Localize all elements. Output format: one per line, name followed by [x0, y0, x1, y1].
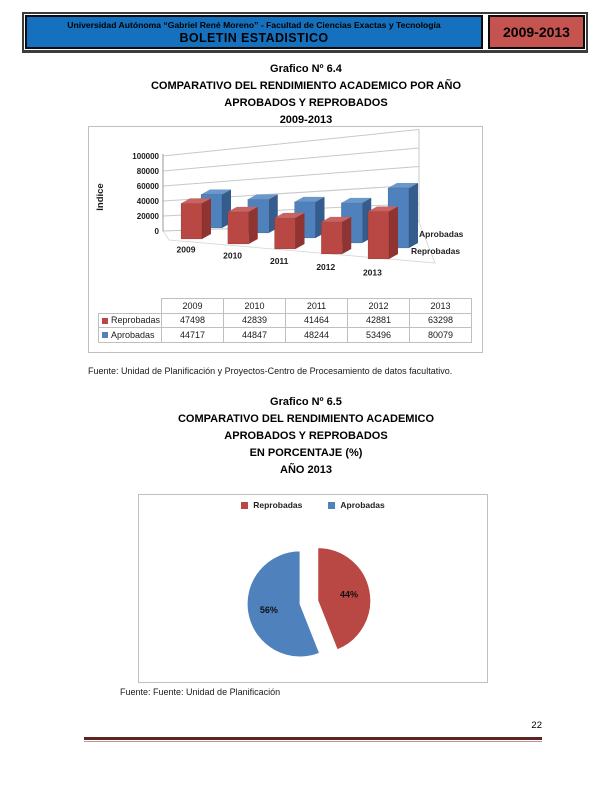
- legend-item-aprobadas: Aprobadas: [328, 500, 384, 510]
- y-tick-label: 60000: [136, 181, 159, 191]
- x-category-label: 2013: [362, 267, 382, 278]
- reprobadas-swatch-icon: [102, 318, 108, 324]
- bar-side-face: [202, 198, 211, 239]
- y-tick-label: 80000: [136, 166, 159, 176]
- footer-rule-light: [84, 741, 542, 742]
- chart1-title-line2: COMPARATIVO DEL RENDIMIENTO ACADEMICO POR AÑO: [150, 80, 462, 92]
- chart1-title-line3: APROBADOS Y REPROBADOS: [224, 97, 388, 109]
- header-title-box: [25, 15, 483, 49]
- year-header: 2009: [162, 299, 224, 314]
- bar-front-face: [228, 212, 249, 244]
- y-tick-label: 100000: [132, 151, 159, 161]
- aprobadas-swatch-icon: [328, 502, 335, 509]
- table-cell: 44717: [162, 328, 224, 343]
- year-header: 2012: [348, 299, 410, 314]
- bulletin-title: BOLETIN ESTADISTICO: [179, 30, 329, 45]
- year-header: 2010: [224, 299, 286, 314]
- table-cell: 48244: [286, 328, 348, 343]
- gridline: [163, 130, 419, 157]
- table-corner-cell: [99, 299, 162, 314]
- bar-front-face: [321, 222, 342, 254]
- chart1-data-table: [98, 298, 472, 343]
- pie-slice-label: 44%: [339, 589, 359, 600]
- pie-chart-frame: [138, 494, 488, 683]
- x-category-label: 2012: [316, 261, 336, 272]
- chart2-title-line2: COMPARATIVO DEL RENDIMIENTO ACADEMICO: [177, 413, 435, 425]
- chart2-title: [0, 394, 612, 479]
- table-row-years: [99, 299, 472, 314]
- table-cell: 47498: [162, 313, 224, 328]
- bar-side-face: [389, 207, 398, 259]
- bar-side-face: [296, 213, 305, 249]
- chart1-title-line4: 2009-2013: [279, 114, 333, 126]
- bar-front-face: [181, 203, 202, 239]
- series-label-reprobadas: Reprobadas: [411, 246, 461, 256]
- chart2-title-line4: EN PORCENTAJE (%): [249, 447, 363, 459]
- chart2-title-line3: APROBADOS Y REPROBADOS: [224, 430, 388, 442]
- y-tick-label: 20000: [136, 211, 159, 221]
- chart1-title: [0, 61, 612, 129]
- bar-front-face: [368, 212, 389, 259]
- chart2-title-line1: Grafico Nº 6.5: [270, 396, 342, 408]
- bar-chart-frame: [88, 126, 483, 353]
- header-banner: [22, 12, 588, 53]
- chart1-source: Fuente: Unidad de Planificación y Proyectos-Centro de Procesamiento de datos facultativo.: [88, 366, 453, 376]
- table-cell: 80079: [410, 328, 472, 343]
- table-cell: 41464: [286, 313, 348, 328]
- table-cell: 53496: [348, 328, 410, 343]
- gridline: [163, 167, 419, 187]
- aprobadas-swatch-icon: [102, 332, 108, 338]
- table-cell: 42881: [348, 313, 410, 328]
- table-row-aprobadas: [99, 328, 472, 343]
- bar-front-face: [275, 218, 296, 249]
- x-category-label: 2010: [223, 250, 243, 261]
- legend-item-reprobadas: Reprobadas: [241, 500, 302, 510]
- aprobadas-legend-cell: Aprobadas: [99, 328, 162, 343]
- series-label-aprobadas: Aprobadas: [419, 229, 464, 239]
- bar-side-face: [249, 207, 258, 244]
- bar-side-face: [409, 183, 418, 248]
- pie-legend: [139, 500, 487, 510]
- bar-chart-3d-svg: [89, 127, 482, 297]
- chart1-title-line1: Grafico Nº 6.4: [270, 63, 342, 75]
- table-cell: 44847: [224, 328, 286, 343]
- table-cell: 63298: [410, 313, 472, 328]
- footer-rule-dark: [84, 737, 542, 740]
- chart2-source: Fuente: Fuente: Unidad de Planificación: [120, 687, 281, 697]
- pie-slice-label: 56%: [259, 604, 278, 615]
- reprobadas-legend-cell: Reprobadas: [99, 313, 162, 328]
- gridline: [163, 148, 419, 171]
- y-tick-label: 0: [154, 226, 159, 236]
- pie-slice-aprobadas: [247, 551, 320, 657]
- page-number: 22: [531, 720, 542, 731]
- x-category-label: 2011: [269, 256, 289, 267]
- period-badge: 2009-2013: [488, 15, 585, 49]
- reprobadas-swatch-icon: [241, 502, 248, 509]
- year-header: 2011: [286, 299, 348, 314]
- table-row-reprobadas: [99, 313, 472, 328]
- year-header: 2013: [410, 299, 472, 314]
- chart2-title-line5: AÑO 2013: [280, 464, 332, 476]
- y-axis-title: Indice: [95, 183, 106, 211]
- y-tick-label: 40000: [136, 196, 159, 206]
- pie-chart-svg: [139, 519, 487, 677]
- table-cell: 42839: [224, 313, 286, 328]
- x-category-label: 2009: [176, 244, 196, 255]
- bar-side-face: [342, 217, 351, 254]
- university-name: Universidad Autónoma “Gabriel René Moreno” - Facultad de Ciencias Exactas y Tecnología: [67, 19, 441, 30]
